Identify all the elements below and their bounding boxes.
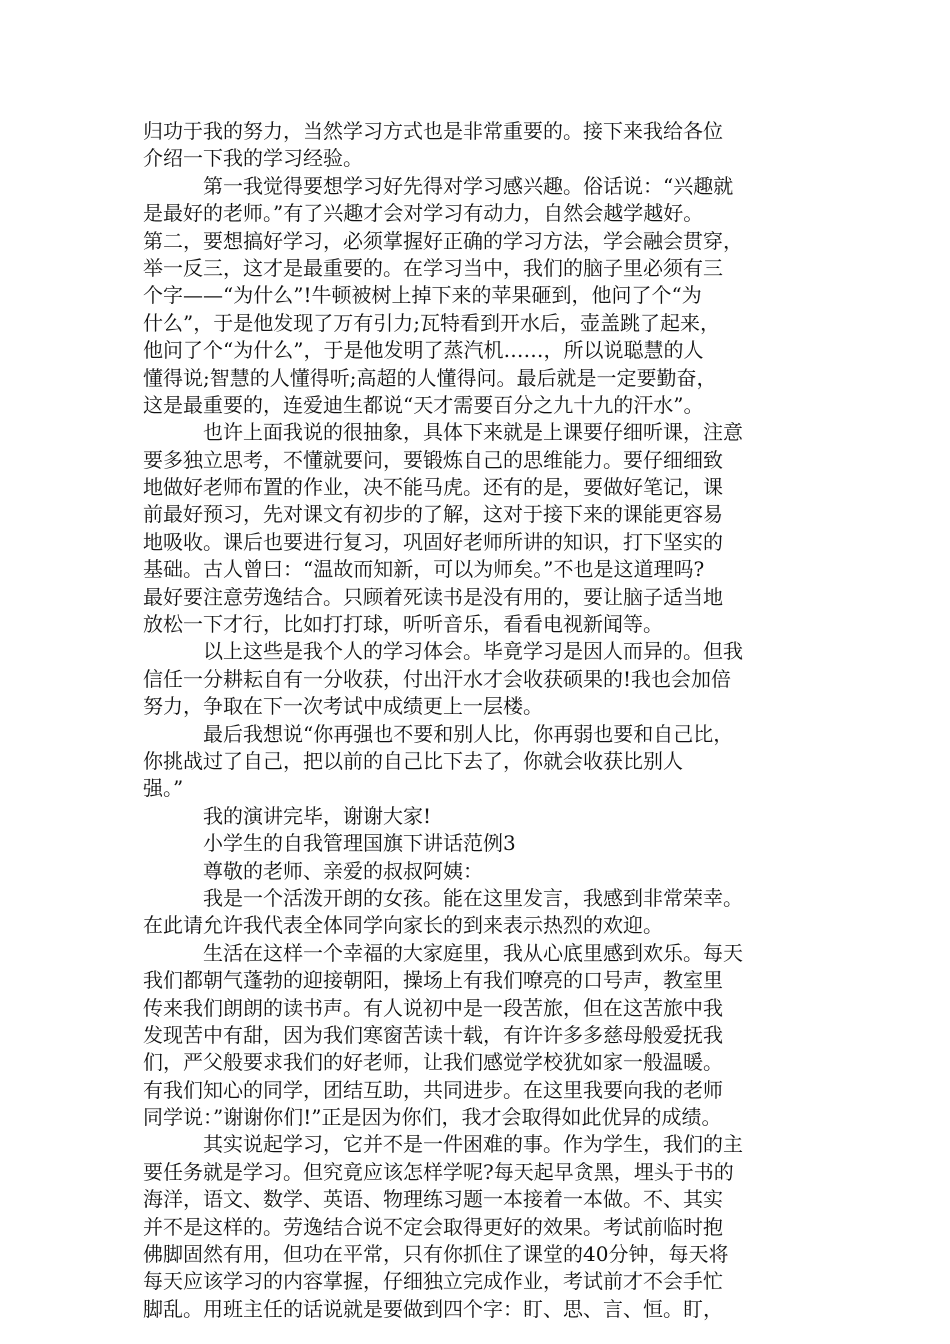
paragraph-first-line: 生活在这样一个幸福的大家庭里，我从心底里感到欢乐。每天 [203,940,743,965]
text-line: 放松一下才行，比如打打球，听听音乐，看看电视新闻等。 [143,612,663,637]
text-line: 佛脚固然有用，但功在平常，只有你抓住了课堂的40分钟，每天将 [143,1242,729,1267]
text-line: 归功于我的努力，当然学习方式也是非常重要的。接下来我给各位 [143,119,723,143]
text-line: 信任一分耕耘自有一分收获，付出汗水才会收获硕果的!我也会加倍 [143,666,732,691]
text-line: 努力，争取在下一次考试中成绩更上一层楼。 [143,694,543,719]
text-line: 你挑战过了自己，把以前的自己比下去了，你就会收获比别人 [143,748,683,773]
paragraph-first-line: 尊敬的老师、亲爱的叔叔阿姨： [203,858,483,883]
text-line: 前最好预习，先对课文有初步的了解，这对于接下来的课能更容易 [143,502,723,527]
paragraph-first-line: 我是一个活泼开朗的女孩。能在这里发言，我感到非常荣幸。 [203,885,743,910]
paragraph-first-line: 第一我觉得要想学习好先得对学习感兴趣。俗话说：“兴趣就 [203,173,734,198]
paragraph-first-line: 以上这些是我个人的学习体会。毕竟学习是因人而异的。但我 [203,639,743,664]
text-line: 要任务就是学习。但究竟应该怎样学呢?每天起早贪黑，埋头于书的 [143,1159,734,1184]
text-line: 每天应该学习的内容掌握，仔细独立完成作业，考试前才不会手忙 [143,1269,723,1294]
paragraph-first-line: 也许上面我说的很抽象，具体下来就是上课要仔细听课，注意 [203,420,743,445]
text-line: 传来我们朗朗的读书声。有人说初中是一段苦旅，但在这苦旅中我 [143,995,723,1020]
text-line: 懂得说;智慧的人懂得听;高超的人懂得问。最后就是一定要勤奋， [143,365,717,390]
text-line: 发现苦中有甜，因为我们寒窗苦读十载，有许许多多慈母般爱抚我 [143,1022,723,1047]
text-line: 介绍一下我的学习经验。 [143,146,363,171]
text-line: 并不是这样的。劳逸结合说不定会取得更好的效果。考试前临时抱 [143,1214,723,1239]
document-body [143,118,811,1323]
text-line: 这是最重要的，连爱迪生都说“天才需要百分之九十九的汗水”。 [143,392,704,417]
text-line: 强。” [143,776,184,801]
text-line: 同学说：”谢谢你们!”正是因为你们，我才会取得如此优异的成绩。 [143,1105,722,1130]
text-line: 要多独立思考，不懂就要问，要锻炼自己的思维能力。要仔细细致 [143,447,723,472]
text-line: 他问了个“为什么”，于是他发明了蒸汽机……，所以说聪慧的人 [143,338,704,363]
paragraph-first-line: 最后我想说“你再强也不要和别人比，你再弱也要和自己比， [203,721,734,746]
text-line: 地吸收。课后也要进行复习，巩固好老师所讲的知识，打下坚实的 [143,529,723,554]
text-line: 海洋，语文、数学、英语、物理练习题一本接着一本做。不、其实 [143,1187,723,1212]
text-line: 们，严父般要求我们的好老师，让我们感觉学校犹如家一般温暖。 [143,1050,723,1075]
text-line: 地做好老师布置的作业，决不能马虎。还有的是，要做好笔记，课 [143,475,723,500]
text-line: 脚乱。用班主任的话说就是要做到四个字：盯、思、言、恒。盯， [143,1296,723,1321]
text-line: 最好要注意劳逸结合。只顾着死读书是没有用的，要让脑子适当地 [143,584,723,609]
text-line: 有我们知心的同学，团结互助，共同进步。在这里我要向我的老师 [143,1077,723,1102]
text-line: 我们都朝气蓬勃的迎接朝阳，操场上有我们嘹亮的口号声，教室里 [143,968,723,993]
paragraph-first-line: 我的演讲完毕，谢谢大家! [203,803,432,828]
text-line: 是最好的老师。”有了兴趣才会对学习有动力，自然会越学越好。 [143,201,704,226]
text-line: 举一反三，这才是最重要的。在学习当中，我们的脑子里必须有三 [143,255,723,280]
text-line: 在此请允许我代表全体同学向家长的到来表示热烈的欢迎。 [143,913,663,938]
paragraph-first-line: 小学生的自我管理国旗下讲话范例3 [203,831,516,856]
paragraph-first-line: 其实说起学习，它并不是一件困难的事。作为学生，我们的主 [203,1132,743,1157]
text-line: 什么”，于是他发现了万有引力;瓦特看到开水后，壶盖跳了起来， [143,310,720,335]
text-line: 第二，要想搞好学习，必须掌握好正确的学习方法，学会融会贯穿， [143,228,743,253]
text-line: 基础。古人曾曰：“温故而知新，可以为师矣。”不也是这道理吗? [143,557,705,582]
text-line: 个字——“为什么”!牛顿被树上掉下来的苹果砸到，他问了个“为 [143,283,702,308]
